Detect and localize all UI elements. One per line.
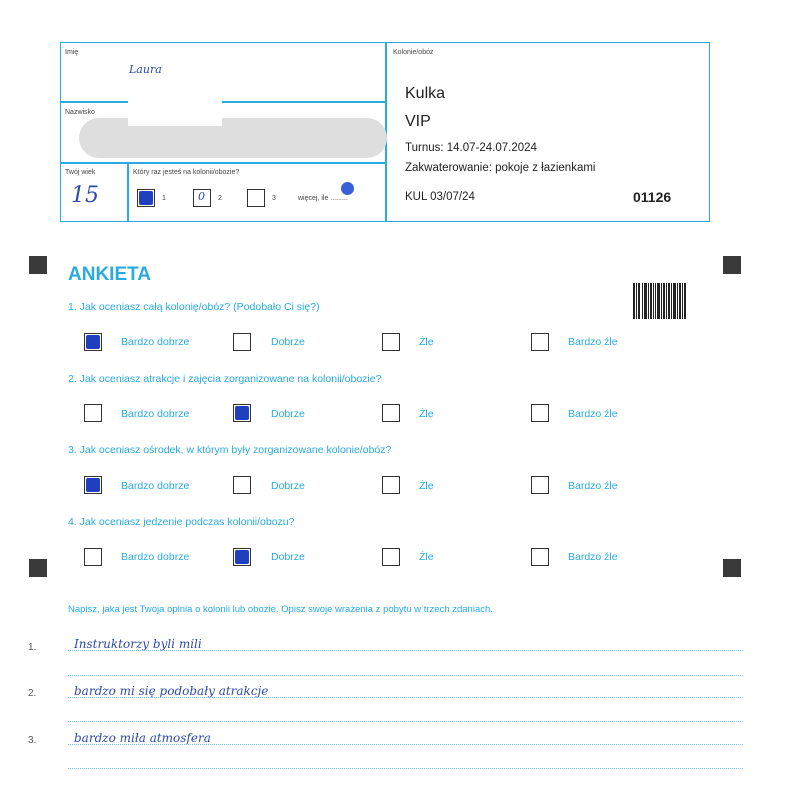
wiecej-ink-mark <box>341 182 354 195</box>
camp-name: Kulka <box>405 85 446 102</box>
ktory-raz-label: Który raz jesteś na kolonii/obozie? <box>133 169 240 176</box>
form-number: 01126 <box>633 189 672 205</box>
q2-option-zle-label: Źle <box>419 408 434 420</box>
registration-mark-top-right <box>723 256 741 274</box>
writing-line-3a <box>68 744 743 745</box>
q4-option-zle-label: Źle <box>419 551 434 563</box>
visit-count-2-mark: 0 <box>198 190 205 203</box>
q3-option-zle-checkbox[interactable] <box>382 476 400 494</box>
writing-line-2b <box>68 721 743 722</box>
q1-option-bardzo-dobrze-label: Bardzo dobrze <box>121 336 190 348</box>
wiek-value[interactable]: 15 <box>71 183 99 208</box>
q3-option-zle-label: Źle <box>419 480 434 492</box>
imie-label: Imię <box>65 49 79 56</box>
header-line-2 <box>61 162 385 164</box>
visit-count-2-checkbox[interactable] <box>193 189 211 207</box>
registration-mark-top-left <box>29 256 47 274</box>
q3-option-dobrze-checkbox[interactable] <box>233 476 251 494</box>
redacted-surname <box>79 118 387 158</box>
question-2-text: 2. Jak oceniasz atrakcje i zajęcia zorganizowane na kolonii/obozie? <box>68 373 382 385</box>
camp-code: KUL 03/07/24 <box>405 191 475 203</box>
writing-line-1a <box>68 650 743 651</box>
imie-value[interactable]: Laura <box>129 63 162 76</box>
q4-option-bardzo-zle-label: Bardzo źle <box>568 551 618 563</box>
visit-count-1-checkbox[interactable] <box>137 189 155 207</box>
barcode-icon <box>633 283 687 319</box>
opinion-number-1: 1. <box>28 642 37 653</box>
q3-option-bardzo-zle-checkbox[interactable] <box>531 476 549 494</box>
q3-option-bardzo-dobrze-checkbox[interactable] <box>84 476 102 494</box>
q4-option-bardzo-dobrze-checkbox[interactable] <box>84 548 102 566</box>
registration-mark-bottom-left <box>29 559 47 577</box>
writing-line-3b <box>68 768 743 769</box>
q2-option-bardzo-zle-checkbox[interactable] <box>531 404 549 422</box>
visit-count-1-label: 1 <box>162 195 166 202</box>
q1-option-dobrze-label: Dobrze <box>271 336 305 348</box>
q3-option-dobrze-label: Dobrze <box>271 480 305 492</box>
q4-option-dobrze-label: Dobrze <box>271 551 305 563</box>
q2-option-bardzo-dobrze-checkbox[interactable] <box>84 404 102 422</box>
survey-title: ANKIETA <box>68 264 152 285</box>
registration-mark-bottom-right <box>723 559 741 577</box>
opinion-answer-1[interactable]: Instruktorzy byli mili <box>74 637 202 651</box>
turnus: Turnus: 14.07-24.07.2024 <box>405 142 537 154</box>
opinion-answer-2[interactable]: bardzo mi się podobały atrakcje <box>74 684 269 698</box>
camp-type: VIP <box>405 113 431 130</box>
q2-option-zle-checkbox[interactable] <box>382 404 400 422</box>
q4-option-dobrze-checkbox[interactable] <box>233 548 251 566</box>
q1-option-dobrze-checkbox[interactable] <box>233 333 251 351</box>
q4-option-bardzo-zle-checkbox[interactable] <box>531 548 549 566</box>
header-line-1 <box>61 101 385 103</box>
q4-option-zle-checkbox[interactable] <box>382 548 400 566</box>
q3-option-bardzo-dobrze-label: Bardzo dobrze <box>121 480 190 492</box>
question-1-text: 1. Jak oceniasz całą kolonię/obóz? (Podobało Ci się?) <box>68 301 320 313</box>
question-4-text: 4. Jak oceniasz jedzenie podczas kolonii/obozu? <box>68 516 295 528</box>
q2-option-bardzo-zle-label: Bardzo źle <box>568 408 618 420</box>
question-3-text: 3. Jak oceniasz ośrodek, w którym były zorganizowane kolonie/obóz? <box>68 444 392 456</box>
visit-count-2-label: 2 <box>218 195 222 202</box>
visit-count-3-checkbox[interactable] <box>247 189 265 207</box>
opinion-prompt: Napisz, jaka jest Twoja opinia o kolonii lub obozie. Opisz swoje wrażenia z pobytu w trzech zdaniach. <box>68 604 493 615</box>
header-divider-age <box>127 162 129 221</box>
q1-option-zle-checkbox[interactable] <box>382 333 400 351</box>
visit-count-3-label: 3 <box>272 195 276 202</box>
q2-option-dobrze-checkbox[interactable] <box>233 404 251 422</box>
wiek-label: Twój wiek <box>65 169 96 176</box>
q1-option-bardzo-dobrze-checkbox[interactable] <box>84 333 102 351</box>
opinion-answer-3[interactable]: bardzo miła atmosfera <box>74 731 211 745</box>
camp-label: Kolonie/obóz <box>393 49 434 56</box>
q4-option-bardzo-dobrze-label: Bardzo dobrze <box>121 551 190 563</box>
q1-option-bardzo-zle-checkbox[interactable] <box>531 333 549 351</box>
q3-option-bardzo-zle-label: Bardzo źle <box>568 480 618 492</box>
redaction-gap <box>128 100 222 126</box>
writing-line-1b <box>68 675 743 676</box>
q1-option-zle-label: Źle <box>419 336 434 348</box>
q1-option-bardzo-zle-label: Bardzo źle <box>568 336 618 348</box>
wiecej-label: więcej, ile ......... <box>298 195 348 202</box>
opinion-number-2: 2. <box>28 688 37 699</box>
q2-option-bardzo-dobrze-label: Bardzo dobrze <box>121 408 190 420</box>
writing-line-2a <box>68 697 743 698</box>
opinion-number-3: 3. <box>28 735 37 746</box>
q2-option-dobrze-label: Dobrze <box>271 408 305 420</box>
zakwaterowanie: Zakwaterowanie: pokoje z łazienkami <box>405 162 596 174</box>
nazwisko-label: Nazwisko <box>65 109 95 116</box>
